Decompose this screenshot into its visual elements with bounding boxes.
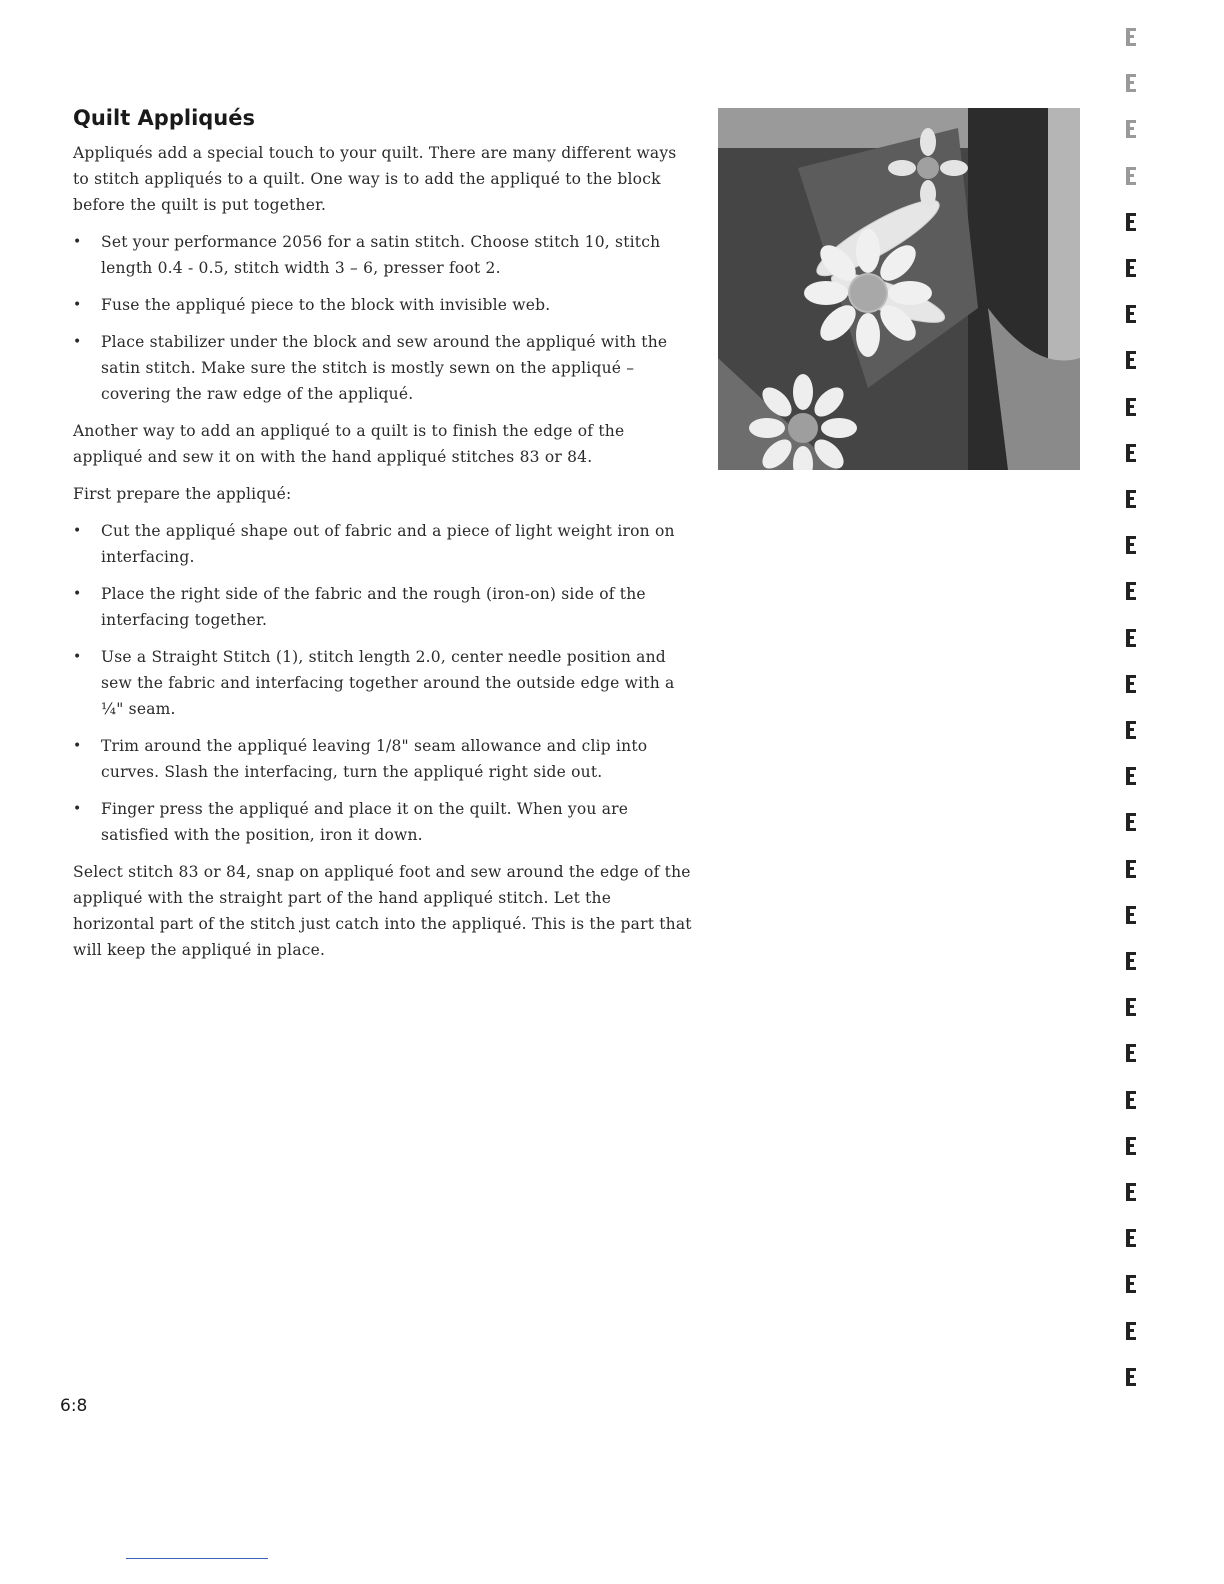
satin-stitch-steps — [73, 229, 693, 407]
bullet-icon: • — [73, 334, 82, 350]
index-tab-mark — [1126, 259, 1136, 277]
index-tab-mark — [1126, 998, 1136, 1016]
index-tab-mark — [1126, 1044, 1136, 1062]
list-item: • Place the right side of the fabric and the rough (iron-on) side of the interfacing together. — [73, 581, 693, 633]
quilt-photo-graphic — [718, 108, 1080, 470]
bullet-icon: • — [73, 586, 82, 602]
quilt-applique-photo — [718, 108, 1080, 470]
prepare-steps — [73, 518, 693, 848]
index-tab-mark — [1126, 952, 1136, 970]
footer-rule — [126, 1558, 268, 1559]
list-item: • Cut the appliqué shape out of fabric and a piece of light weight iron on interfacing. — [73, 518, 693, 570]
list-item: • Use a Straight Stitch (1), stitch length 2.0, center needle position and sew the fabric and interfacing together around the outside edge with a ¼" seam. — [73, 644, 693, 722]
index-tab-mark — [1126, 167, 1136, 185]
list-item: • Finger press the appliqué and place it on the quilt. When you are satisfied with the position, iron it down. — [73, 796, 693, 848]
bullet-icon: • — [73, 649, 82, 665]
index-tab-mark — [1126, 675, 1136, 693]
list-item: • Trim around the appliqué leaving 1/8" seam allowance and clip into curves. Slash the interfacing, turn the appliqué right side out. — [73, 733, 693, 785]
section-heading: Quilt Appliqués — [73, 106, 255, 130]
select-stitch-paragraph: Select stitch 83 or 84, snap on appliqué foot and sew around the edge of the appliqué with the straight part of the hand appliqué stitch. Let the horizontal part of the stitch just catch into the appliqué. This is the part that will keep the appliqué in place. — [73, 863, 692, 959]
index-tab-mark — [1126, 444, 1136, 462]
index-tab-mark — [1126, 1322, 1136, 1340]
index-tab-mark — [1126, 767, 1136, 785]
index-tab-mark — [1126, 813, 1136, 831]
index-tab-mark — [1126, 1091, 1136, 1109]
page-number: 6:8 — [60, 1396, 88, 1416]
body-text — [73, 140, 693, 974]
index-tab-mark — [1126, 860, 1136, 878]
bullet-icon: • — [73, 234, 82, 250]
bullet-icon: • — [73, 523, 82, 539]
index-tab-mark — [1126, 213, 1136, 231]
intro-paragraph: Appliqués add a special touch to your quilt. There are many different ways to stitch appliqués to a quilt. One way is to add the appliqué to the block before the quilt is put together. — [73, 144, 677, 214]
index-tab-mark — [1126, 629, 1136, 647]
index-tab-mark — [1126, 721, 1136, 739]
index-tab-mark — [1126, 1229, 1136, 1247]
index-tab-mark — [1126, 1137, 1136, 1155]
index-tab-mark — [1126, 1183, 1136, 1201]
another-way-paragraph: Another way to add an appliqué to a quilt is to finish the edge of the appliqué and sew it on with the hand appliqué stitches 83 or 84. — [73, 422, 625, 466]
prepare-paragraph: First prepare the appliqué: — [73, 485, 292, 503]
index-tab-mark — [1126, 1275, 1136, 1293]
list-item: • Fuse the appliqué piece to the block with invisible web. — [73, 292, 693, 318]
bullet-icon: • — [73, 297, 82, 313]
index-tab-mark — [1126, 398, 1136, 416]
index-tab-mark — [1126, 536, 1136, 554]
index-tab-mark — [1126, 28, 1136, 46]
index-tab-mark — [1126, 120, 1136, 138]
bullet-icon: • — [73, 738, 82, 754]
list-item: • Set your performance 2056 for a satin stitch. Choose stitch 10, stitch length 0.4 - 0.5, stitch width 3 – 6, presser foot 2. — [73, 229, 693, 281]
index-tabs — [1118, 28, 1158, 1428]
index-tab-mark — [1126, 305, 1136, 323]
list-item: • Place stabilizer under the block and sew around the appliqué with the satin stitch. Make sure the stitch is mostly sewn on the appliqué – covering the raw edge of the appliqué. — [73, 329, 693, 407]
index-tab-mark — [1126, 1368, 1136, 1386]
index-tab-mark — [1126, 490, 1136, 508]
index-tab-mark — [1126, 906, 1136, 924]
bullet-icon: • — [73, 801, 82, 817]
index-tab-mark — [1126, 74, 1136, 92]
index-tab-mark — [1126, 582, 1136, 600]
index-tab-mark — [1126, 351, 1136, 369]
